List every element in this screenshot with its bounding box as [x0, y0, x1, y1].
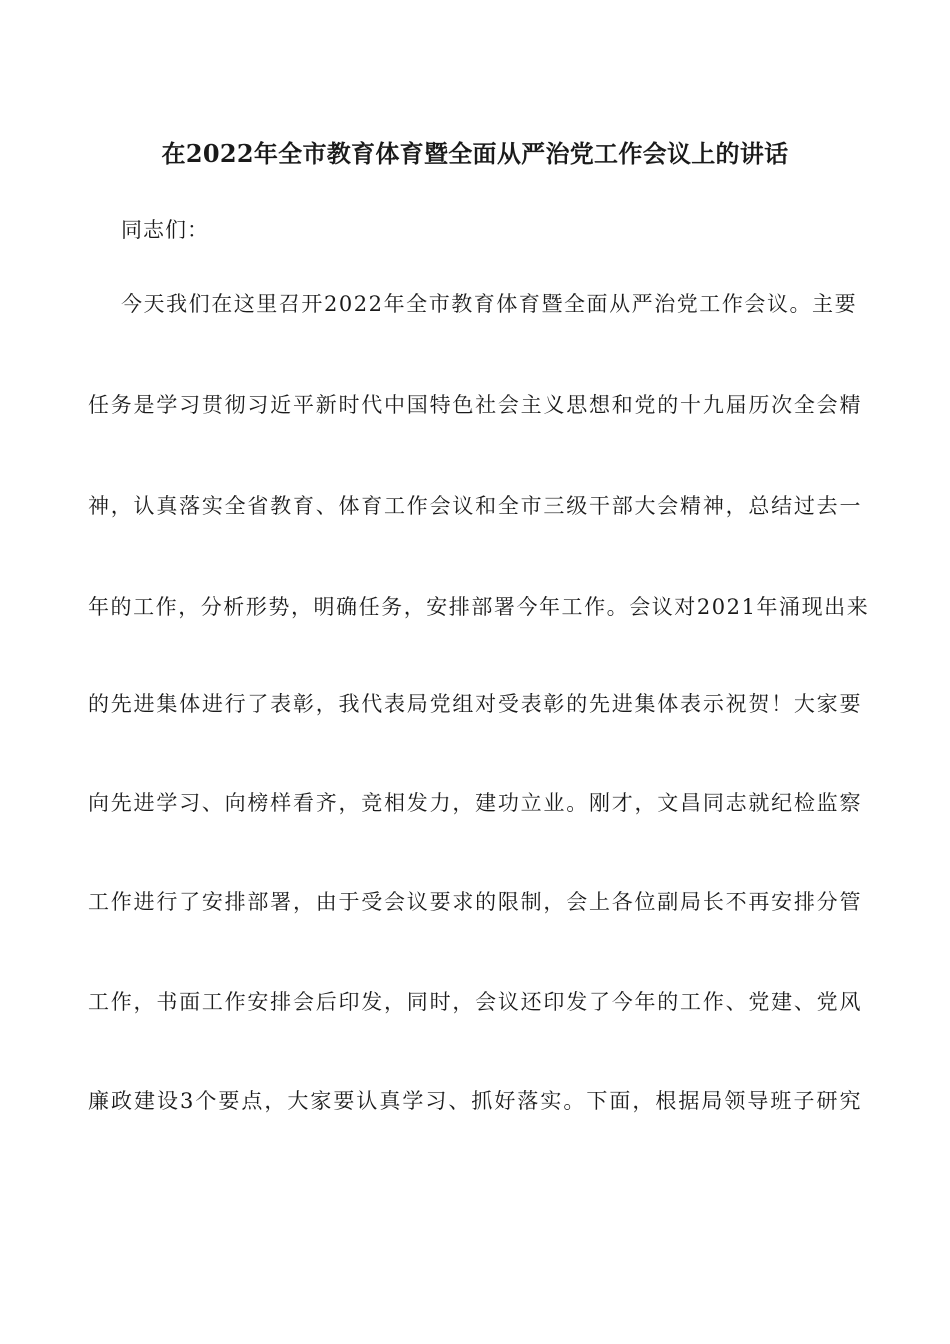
- document-title: 在2022年全市教育体育暨全面从严治党工作会议上的讲话: [161, 139, 789, 168]
- paragraph-line: 今天我们在这里召开2022年全市教育体育暨全面从严治党工作会议。主要: [121, 292, 858, 316]
- paragraph-line: 任务是学习贯彻习近平新时代中国特色社会主义思想和党的十九届历次全会精: [88, 393, 862, 417]
- paragraph-line: 神，认真落实全省教育、体育工作会议和全市三级干部大会精神，总结过去一: [88, 494, 862, 518]
- paragraph-line: 工作进行了安排部署，由于受会议要求的限制，会上各位副局长不再安排分管: [88, 890, 862, 914]
- paragraph-line: 年的工作，分析形势，明确任务，安排部署今年工作。会议对2021年涌现出来: [88, 595, 870, 619]
- paragraph-line: 廉政建设3个要点，大家要认真学习、抓好落实。下面，根据局领导班子研究: [88, 1089, 862, 1113]
- paragraph-line: 的先进集体进行了表彰，我代表局党组对受表彰的先进集体表示祝贺！大家要: [88, 692, 862, 716]
- salutation: 同志们：: [121, 218, 209, 242]
- paragraph-line: 向先进学习、向榜样看齐，竞相发力，建功立业。刚才，文昌同志就纪检监察: [88, 791, 862, 815]
- paragraph-line: 工作，书面工作安排会后印发，同时，会议还印发了今年的工作、党建、党风: [88, 990, 862, 1014]
